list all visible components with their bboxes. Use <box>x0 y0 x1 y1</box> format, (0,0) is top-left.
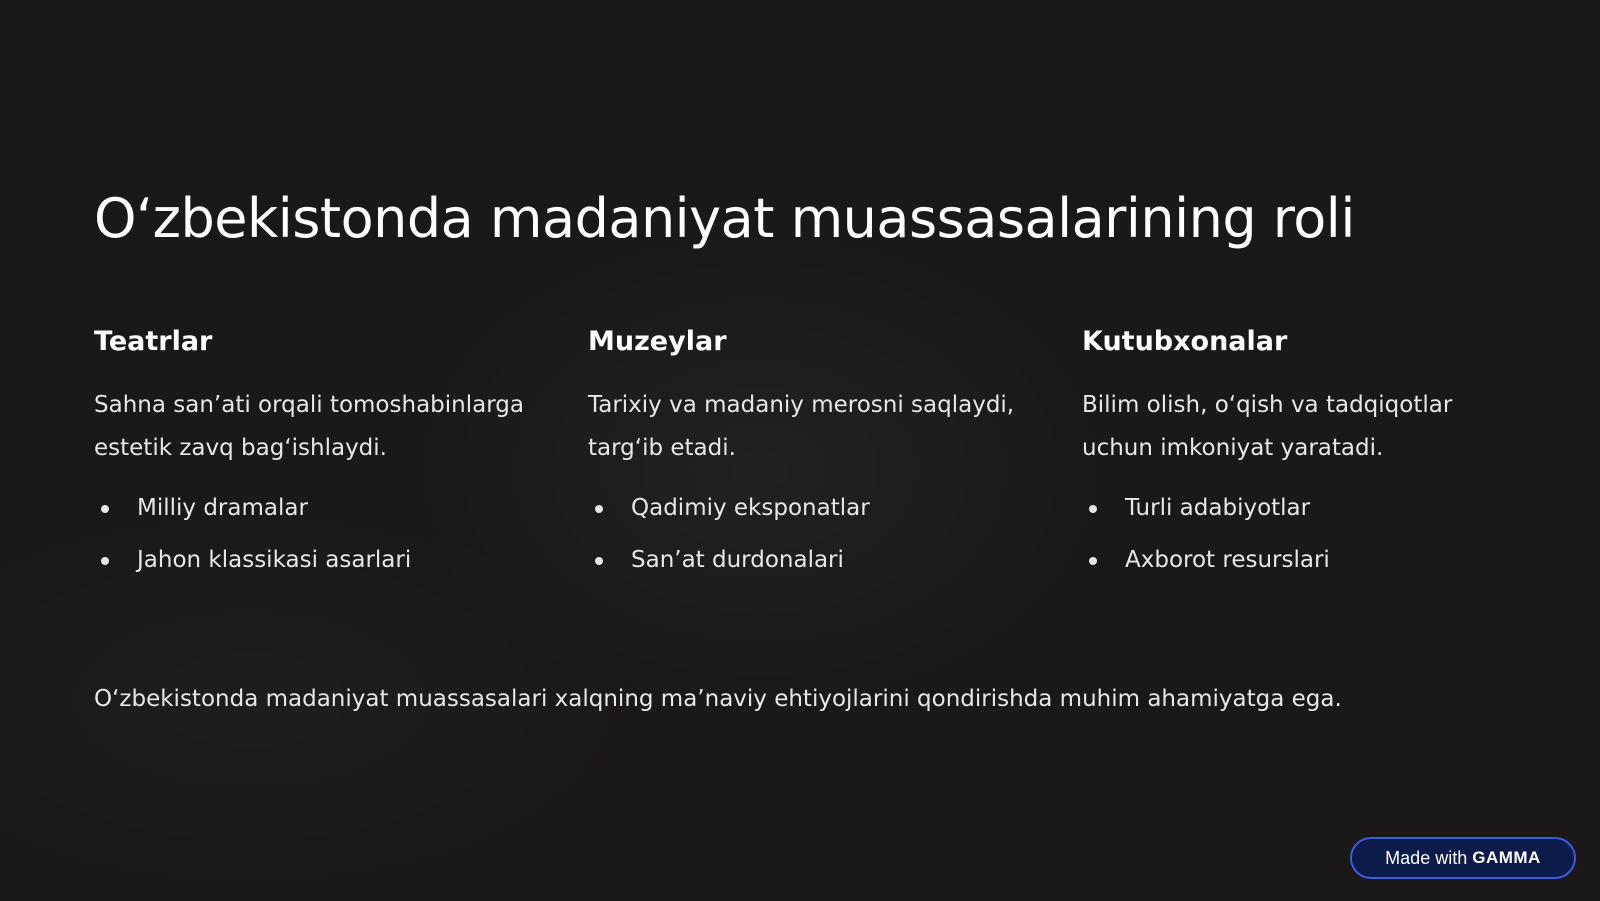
gamma-logo: GAMMA <box>1472 848 1541 867</box>
column-description: Sahna san’ati orqali tomoshabinlarga estetik zavq bag‘ishlaydi. <box>94 392 524 461</box>
column-heading: Teatrlar <box>94 326 213 357</box>
column-muzeylar <box>588 322 1028 586</box>
summary-text: O‘zbekistonda madaniyat muassasalari xalqning ma’naviy ehtiyojlarini qondirishda muhim ahamiyatga ega. <box>94 686 1342 712</box>
slide-title: O‘zbekistonda madaniyat muassasalarining roli <box>94 187 1355 250</box>
bullet-list <box>1082 482 1522 586</box>
bullet-list <box>94 482 534 586</box>
column-description: Tarixiy va madaniy merosni saqlaydi, targ‘ib etadi. <box>588 392 1015 461</box>
column-kutubxonalar <box>1082 322 1522 586</box>
bullet-item: Turli adabiyotlar <box>1082 482 1522 534</box>
bullet-list <box>588 482 1028 586</box>
bullet-item: Qadimiy eksponatlar <box>588 482 1028 534</box>
bullet-item: Milliy dramalar <box>94 482 534 534</box>
badge-prefix: Made with <box>1385 847 1468 868</box>
made-with-gamma-badge[interactable] <box>1350 837 1576 879</box>
bullet-item: Jahon klassikasi asarlari <box>94 534 534 586</box>
bullet-item: Axborot resurslari <box>1082 534 1522 586</box>
column-heading: Muzeylar <box>588 326 727 357</box>
column-teatrlar <box>94 322 534 586</box>
column-heading: Kutubxonalar <box>1082 326 1288 357</box>
column-description: Bilim olish, o‘qish va tadqiqotlar uchun imkoniyat yaratadi. <box>1082 392 1453 461</box>
bullet-item: San’at durdonalari <box>588 534 1028 586</box>
